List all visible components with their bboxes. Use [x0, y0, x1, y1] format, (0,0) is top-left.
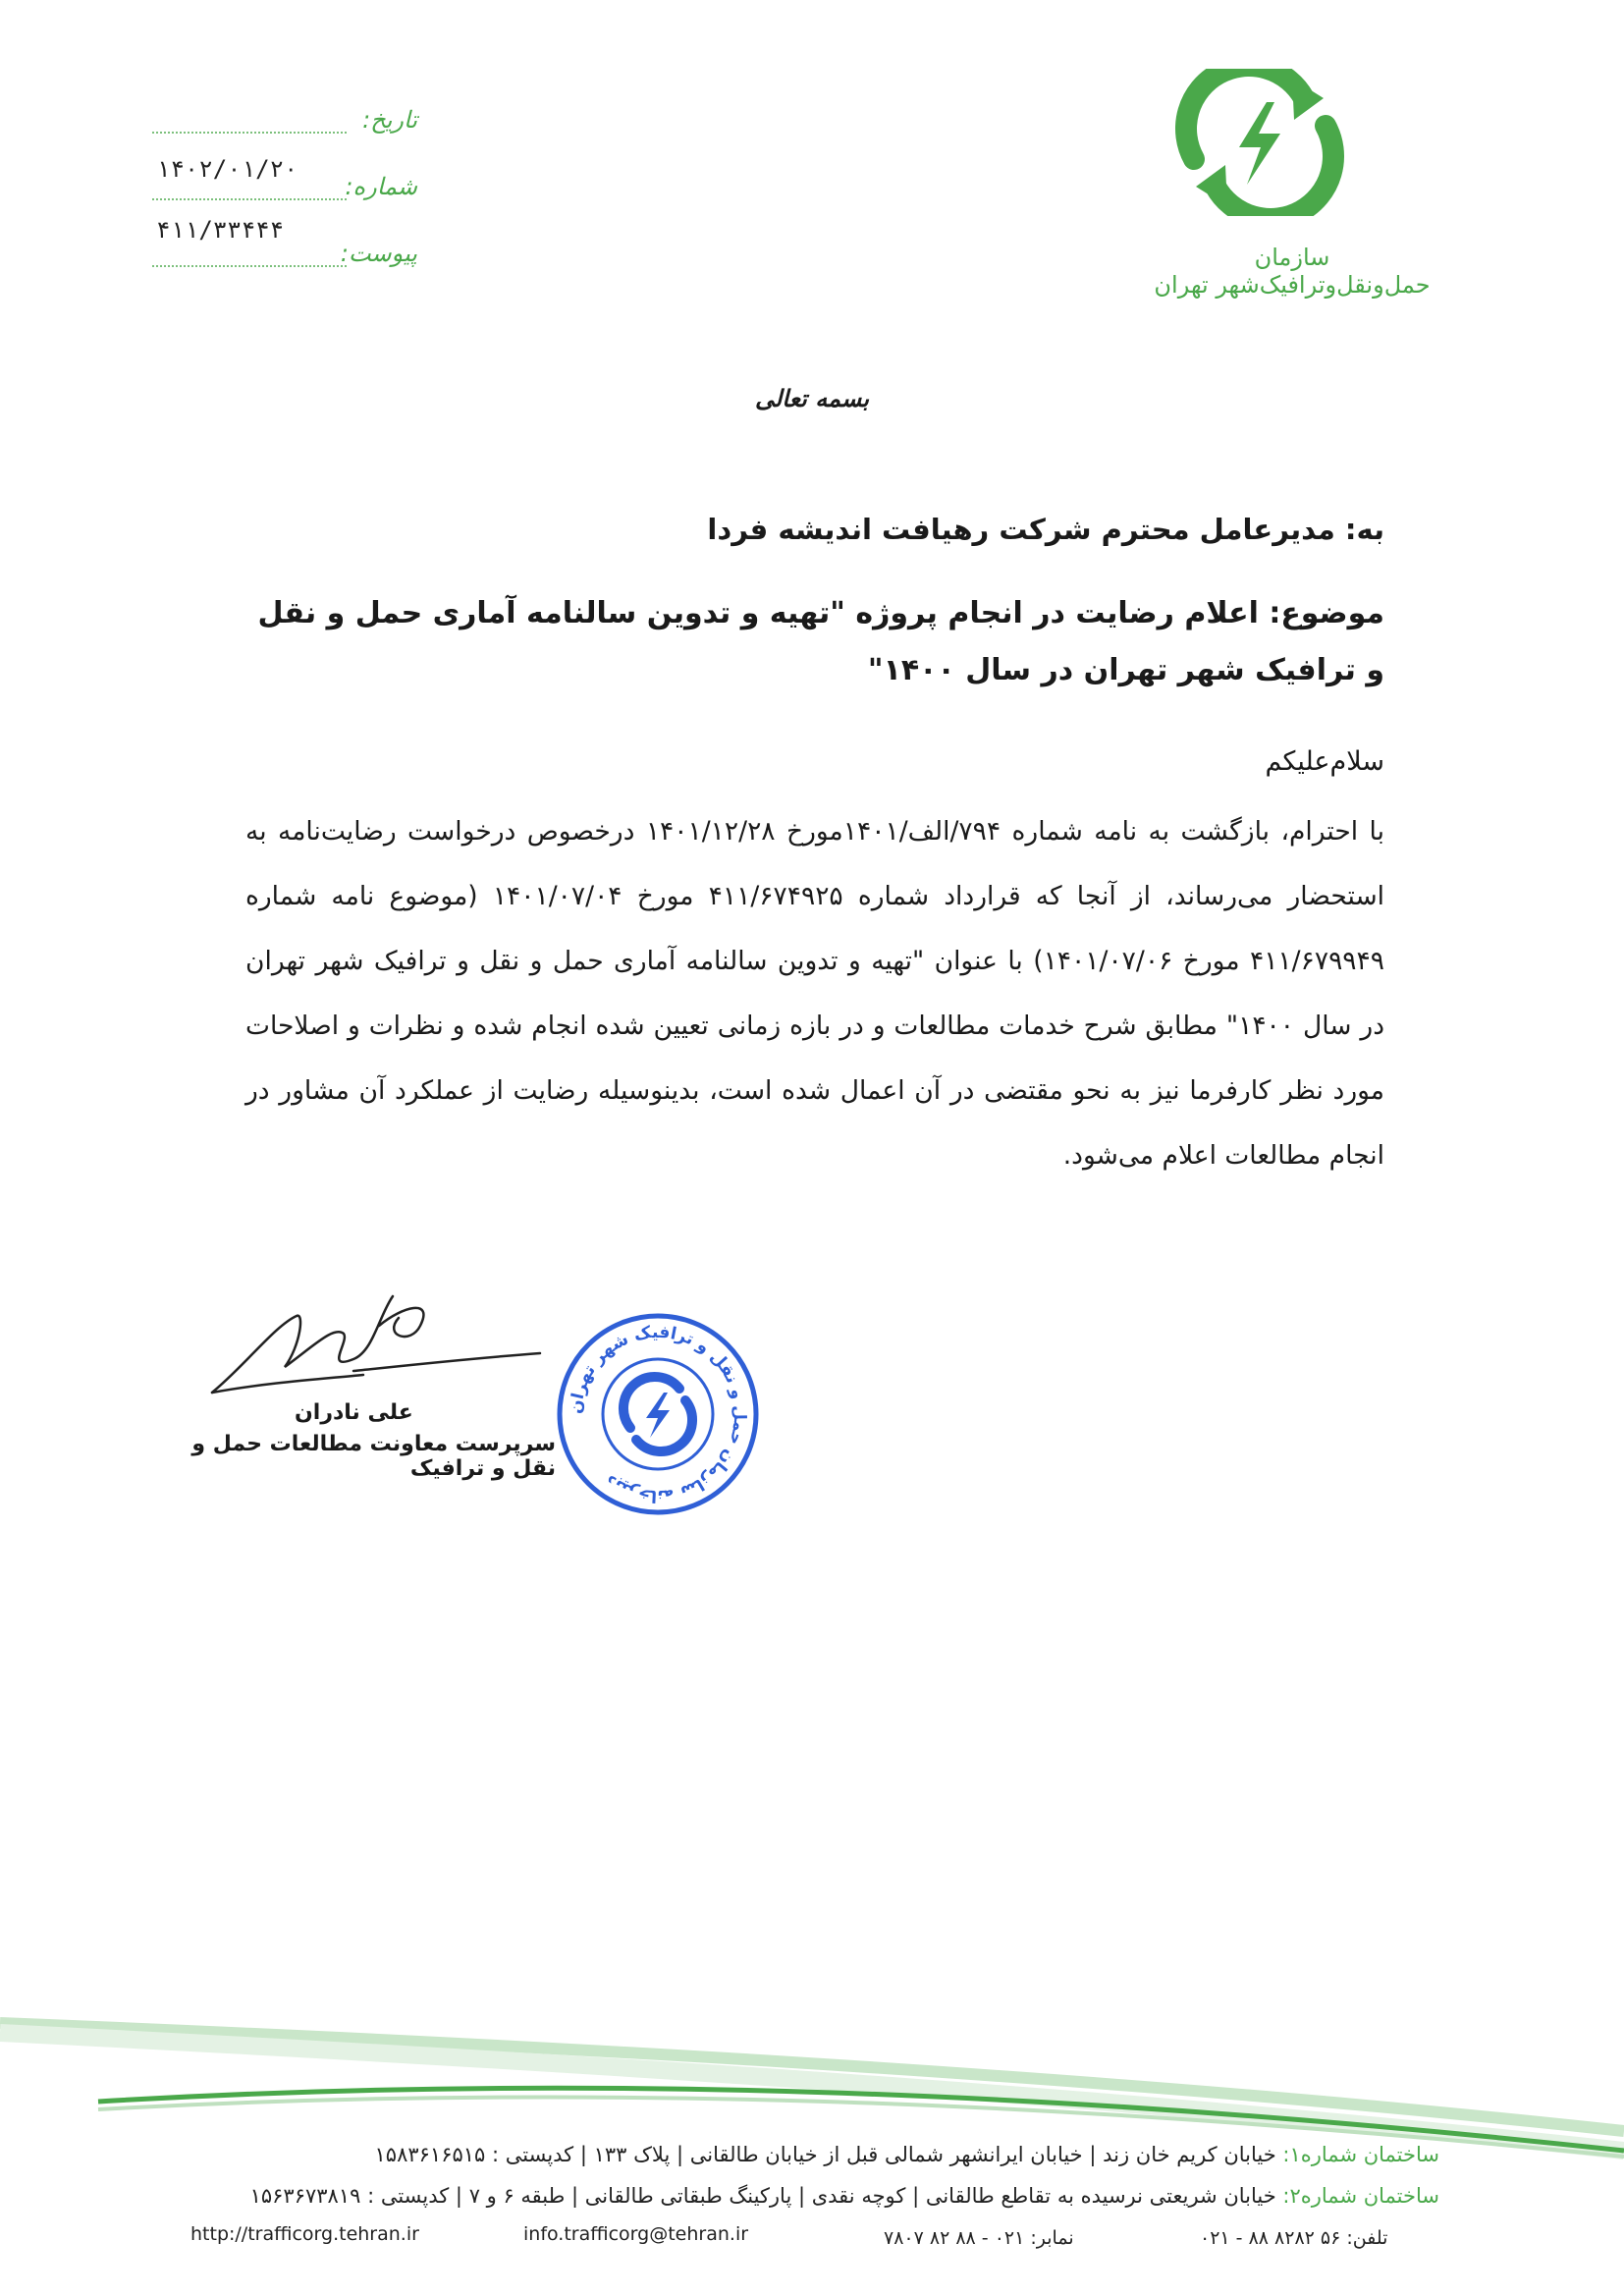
date-dots: [152, 132, 347, 134]
fax-number: نمابر: ۰۲۱ - ۸۸ ۸۲ ۷۸۰۷: [884, 2227, 1074, 2249]
attachment-value: ۴۱۱/۳۳۴۴۴: [156, 216, 285, 244]
building2-address: خیابان شریعتی نرسیده به تقاطع طالقانی | کوچه نقدی | پارکینگ طبقاتی طالقانی | طبقه ۶ و ۷ | کدپستی : ۱۵۶۳۶۷۳۸۱۹: [249, 2184, 1276, 2208]
greeting: سلام‌علیکم: [1265, 746, 1384, 777]
official-stamp: [550, 1306, 766, 1522]
date-label: تاریخ:: [362, 106, 417, 134]
number-field: [152, 155, 417, 212]
building1-address: خیابان کریم خان زند | خیابان ایرانشهر شمالی قبل از خیابان طالقانی | پلاک ۱۳۳ | کدپستی : ۱۵۸۳۶۱۶۵۱۵: [374, 2143, 1276, 2166]
email-link[interactable]: info.trafficorg@tehran.ir: [523, 2223, 749, 2245]
subject-line: موضوع: اعلام رضایت در انجام پروژه "تهیه و تدوین سالنامه آماری حمل و نقل و ترافیک شهر تهران در سال ۱۴۰۰": [257, 596, 1384, 687]
org-name: سازمان حمل‌ونقل‌وترافیک‌شهر تهران: [1154, 244, 1431, 299]
building1-label: ساختمان شماره۱:: [1282, 2143, 1439, 2166]
attachment-field: [152, 216, 417, 279]
attachment-label: پیوست:: [340, 240, 417, 267]
date-field: [152, 106, 417, 145]
recipient-line: به: مدیرعامل محترم شرکت رهیافت اندیشه فردا: [707, 513, 1384, 546]
attachment-dots: [152, 265, 347, 267]
building2-label: ساختمان شماره۲:: [1282, 2184, 1439, 2208]
signer-name: علی نادران: [295, 1400, 413, 1425]
stamp-text: دبیرخانه سازمان حمل و نقل و ترافیک شهر تهران: [566, 1322, 750, 1506]
footer-building2: [124, 2184, 1439, 2208]
signer-title: سرپرست معاونت مطالعات حمل و نقل و ترافیک: [191, 1432, 556, 1481]
website-link[interactable]: http://trafficorg.tehran.ir: [190, 2223, 419, 2245]
org-logo: [1166, 69, 1353, 216]
footer-building1: [124, 2143, 1439, 2166]
footer-wave-decoration: [0, 2003, 1624, 2160]
handwritten-signature: [206, 1277, 550, 1404]
number-value: ۱۴۰۲/۰۱/۲۰: [156, 155, 298, 183]
number-dots: [152, 198, 347, 200]
phone-number: تلفن: ۵۶ ۸۲۸۲ ۸۸ - ۰۲۱: [1200, 2227, 1388, 2249]
basmala: بسمه تعالی: [754, 385, 870, 412]
number-label: شماره:: [345, 173, 417, 200]
letter-body: با احترام، بازگشت به نامه شماره ۷۹۴/الف/۱۴۰۱مورخ ۱۴۰۱/۱۲/۲۸ درخصوص درخواست رضایت‌نامه به استحضار می‌رساند، از آنجا که قرارداد شماره ۴۱۱/۶۷۴۹۲۵ مورخ ۱۴۰۱/۰۷/۰۴ (موضوع نامه شماره ۴۱۱/۶۷۹۹۴۹ مورخ ۱۴۰۱/۰۷/۰۶) با عنوان "تهیه و تدوین سالنامه آماری حمل و نقل و ترافیک شهر تهران در سال ۱۴۰۰" مطابق شرح خدمات مطالعات و در بازه زمانی تعیین شده انجام شده و نظرات و اصلاحات مورد نظر کارفرما نیز به نحو مقتضی در آن اعمال شده است، بدینوسیله رضایت از عملکرد آن مشاور در انجام مطالعات اعلام می‌شود.: [245, 816, 1385, 1171]
